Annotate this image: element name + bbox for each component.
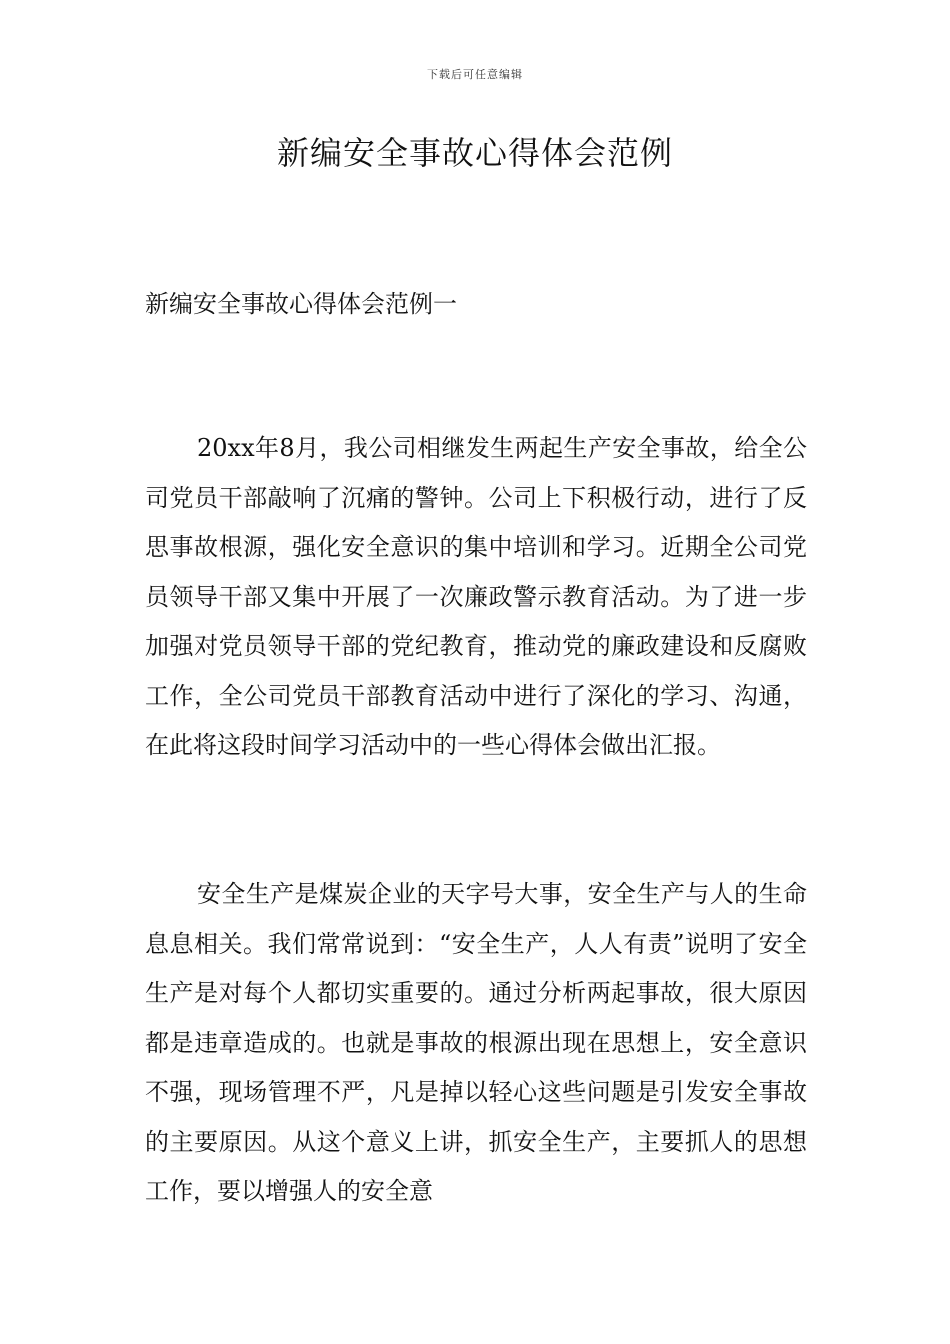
header-note: 下载后可任意编辑 [427, 68, 523, 81]
document-subtitle: 新编安全事故心得体会范例一 [145, 290, 457, 318]
document-title: 新编安全事故心得体会范例 [276, 134, 673, 172]
body-paragraph-2: 安全生产是煤炭企业的天字号大事，安全生产与人的生命息息相关。我们常常说到：“安全生产，人人有责”说明了安全生产是对每个人都切实重要的。通过分析两起事故，很大原因都是违章造成的。也就是事故的根源出现在思想上，安全意识不强，现场管理不严，凡是掉以轻心这些问题是引发安全事故的主要原因。从这个意义上讲，抓安全生产，主要抓人的思想工作，要以增强人的安全意 [145, 880, 807, 1205]
body-paragraph-1: 20xx年8月，我公司相继发生两起生产安全事故，给全公司党员干部敲响了沉痛的警钟。公司上下积极行动，进行了反思事故根源，强化安全意识的集中培训和学习。近期全公司党员领导干部又集中开展了一次廉政警示教育活动。为了进一步加强对党员领导干部的党纪教育，推动党的廉政建设和反腐败工作，全公司党员干部教育活动中进行了深化的学习、沟通，在此将这段时间学习活动中的一些心得体会做出汇报。 [145, 434, 807, 759]
